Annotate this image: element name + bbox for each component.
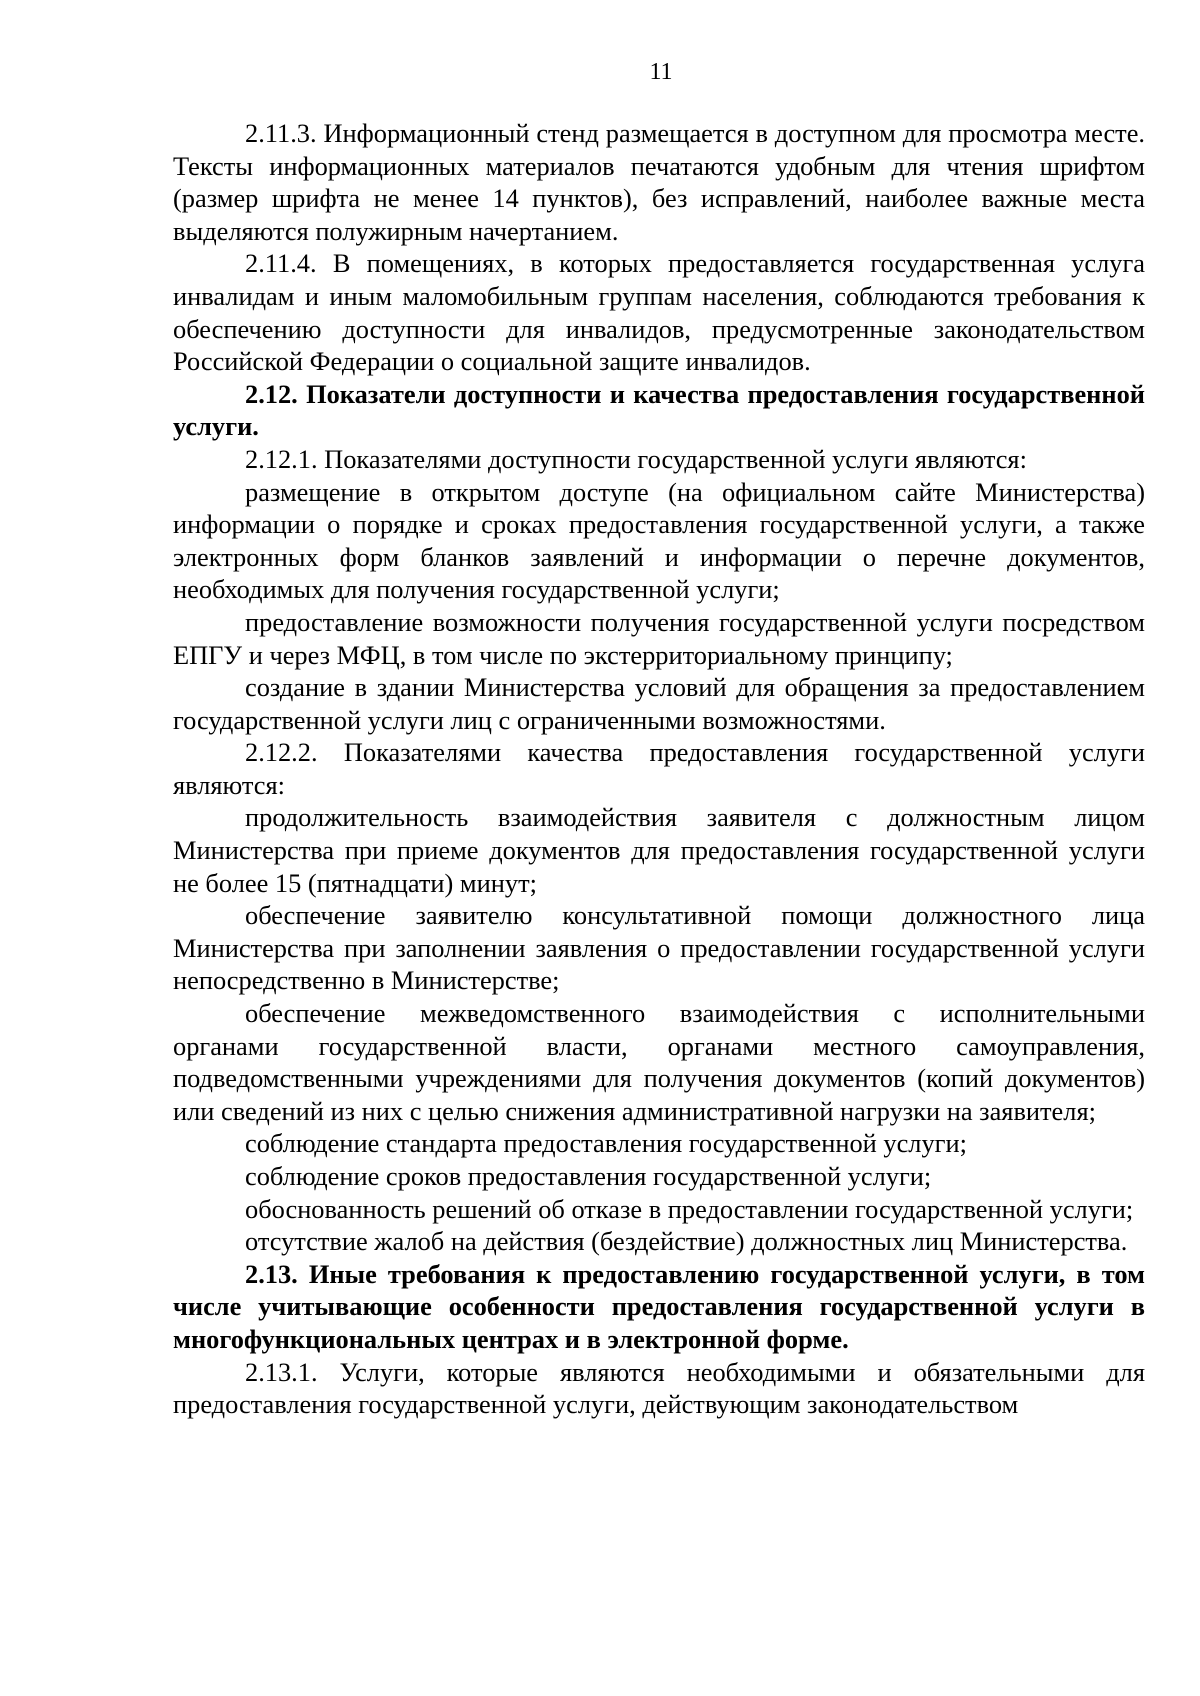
list-item-interaction-duration: продолжительность взаимодействия заявителя с должностным лицом Министерства при приеме документов для предоставления государственной услуги не более 15 (пятнадцати) минут; [173,802,1145,898]
list-item-no-complaints: отсутствие жалоб на действия (бездействие) должностных лиц Министерства. [245,1226,1128,1257]
list-item-standard-compliance: соблюдение стандарта предоставления государственной услуги; [245,1128,967,1159]
paragraph-2-12-1: 2.12.1. Показателями доступности государственной услуги являются: [245,443,1027,474]
document-body [173,117,1145,1421]
paragraph-2-11-3: 2.11.3. Информационный стенд размещается в доступном для просмотра месте. Тексты информационных материалов печатаются удобным для чтения шрифтом (размер шрифта не менее 14 пунктов), без исправлений, наиболее важные места выделяются полужирным начертанием. [173,118,1145,246]
page-number: 11 [649,59,673,85]
list-item-deadline-compliance: соблюдение сроков предоставления государственной услуги; [245,1161,932,1191]
list-item-online-info: размещение в открытом доступе (на официальном сайте Министерства) информации о порядке и сроках предоставления государственной услуги, а также электронных форм бланков заявлений и информации о перечне документов, необходимых для получения государственной услуги; [173,476,1145,605]
paragraph-2-11-4: 2.11.4. В помещениях, в которых предоставляется государственная услуга инвалидам и иным маломобильным группам населения, соблюдаются требования к обеспечению доступности для инвалидов, предусмотренные законодательством Российской Федерации о социальной защите инвалидов. [173,248,1145,377]
list-item-accessibility: создание в здании Министерства условий для обращения за предоставлением государственной услуги лиц с ограниченными возможностями. [173,672,1145,735]
paragraph-2-12-2: 2.12.2. Показателями качества предоставления государственной услуги являются: [173,737,1145,800]
list-item-refusal-justification: обоснованность решений об отказе в предоставлении государственной услуги; [245,1193,1134,1224]
list-item-epgu-mfc: предоставление возможности получения государственной услуги посредством ЕПГУ и через МФЦ, в том числе по экстерриториальному принципу; [173,606,1145,670]
paragraph-2-13-1: 2.13.1. Услуги, которые являются необходимыми и обязательными для предоставления государственной услуги, действующим законодательством [173,1356,1145,1420]
section-heading-2-12: 2.12. Показатели доступности и качества предоставления государственной услуги. [173,378,1145,442]
list-item-interagency: обеспечение межведомственного взаимодействия с исполнительными органами государственной власти, органами местного самоуправления, подведомственными учреждениями для получения документов (копий документов) или сведений из них с целью снижения административной нагрузки на заявителя; [173,998,1145,1126]
list-item-consultation: обеспечение заявителю консультативной помощи должностного лица Министерства при заполнении заявления о предоставлении государственной услуги непосредственно в Министерстве; [173,900,1145,996]
section-heading-2-13: 2.13. Иные требования к предоставлению государственной услуги, в том числе учитывающие особенности предоставления государственной услуги в многофункциональных центрах и в электронной форме. [173,1258,1145,1354]
